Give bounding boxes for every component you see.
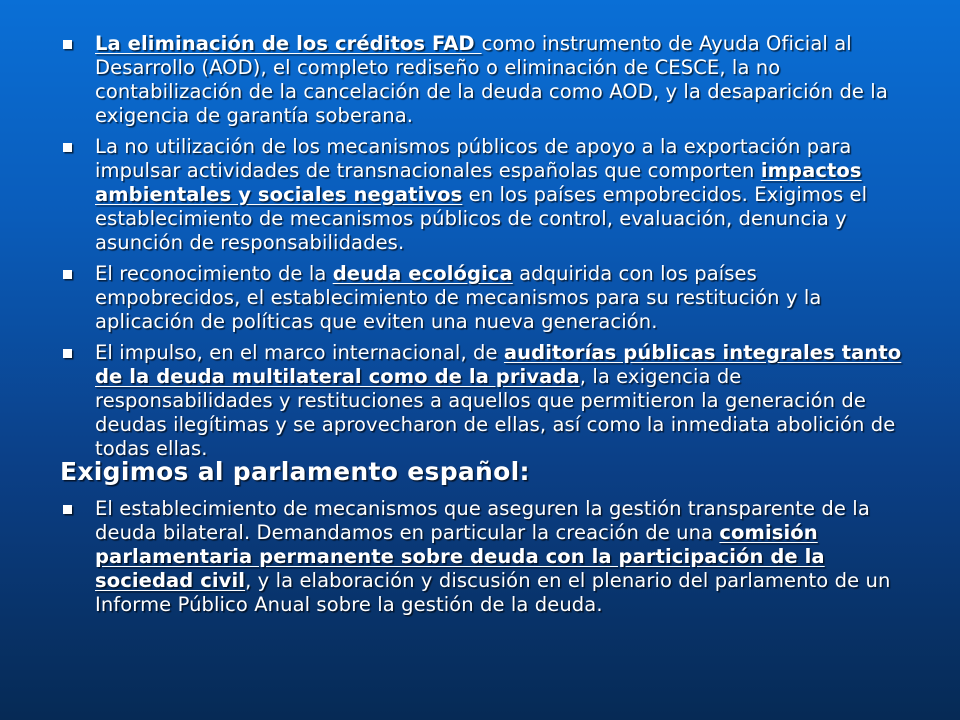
square-bullet-icon — [63, 349, 72, 358]
square-bullet-icon — [63, 143, 72, 152]
bullet-item — [0, 262, 960, 334]
highlighted-text: comisión parlamentaria permanente sobre deuda con la participación de la sociedad civil — [95, 521, 825, 592]
bullet-item — [0, 497, 960, 617]
bullet-text: en los países empobrecidos. Exigimos el establecimiento de mecanismos públicos de control, evaluación, denuncia y asunción de responsabilidades. — [95, 183, 868, 254]
bullet-item — [0, 32, 960, 128]
bullet-text: adquirida con los países empobrecidos, el establecimiento de mecanismos para su restitución y la aplicación de políticas que eviten una nueva generación. — [95, 262, 822, 333]
section-heading: Exigimos al parlamento español: — [60, 457, 530, 486]
highlighted-text: La eliminación de los créditos FAD — [95, 32, 482, 55]
bullet-text: como instrumento de Ayuda Oficial al Desarrollo (AOD), el completo rediseño o eliminación de CESCE, la no contabilización de la cancelación de la deuda como AOD, y la desaparición de la exigencia de garantía soberana. — [95, 32, 888, 127]
bullet-text: , y la elaboración y discusión en el plenario del parlamento de un Informe Público Anual sobre la gestión de la deuda. — [95, 569, 891, 616]
parliament-demands-list — [0, 497, 960, 624]
highlighted-text: deuda ecológica — [332, 262, 513, 285]
demands-list — [0, 32, 960, 468]
bullet-item — [0, 341, 960, 461]
bullet-text: El reconocimiento de la — [95, 262, 333, 285]
highlighted-text: auditorías públicas integrales tanto de la deuda multilateral como de la privada — [95, 341, 902, 388]
bullet-text: , la exigencia de responsabilidades y restituciones a aquellos que permitieron la generación de deudas ilegítimas y se aprovecharon de ellas, así como la inmediata abolición de todas ellas. — [95, 365, 896, 460]
bullet-text: El establecimiento de mecanismos que aseguren la gestión transparente de la deuda bilateral. Demandamos en particular la creación de una — [95, 497, 870, 544]
bullet-text: La no utilización de los mecanismos públicos de apoyo a la exportación para impulsar actividades de transnacionales españolas que comporten — [95, 135, 852, 182]
square-bullet-icon — [63, 505, 72, 514]
square-bullet-icon — [63, 270, 72, 279]
highlighted-text: impactos ambientales y sociales negativos — [95, 159, 862, 206]
bullet-text: El impulso, en el marco internacional, de — [95, 341, 504, 364]
square-bullet-icon — [63, 40, 72, 49]
bullet-item — [0, 135, 960, 255]
